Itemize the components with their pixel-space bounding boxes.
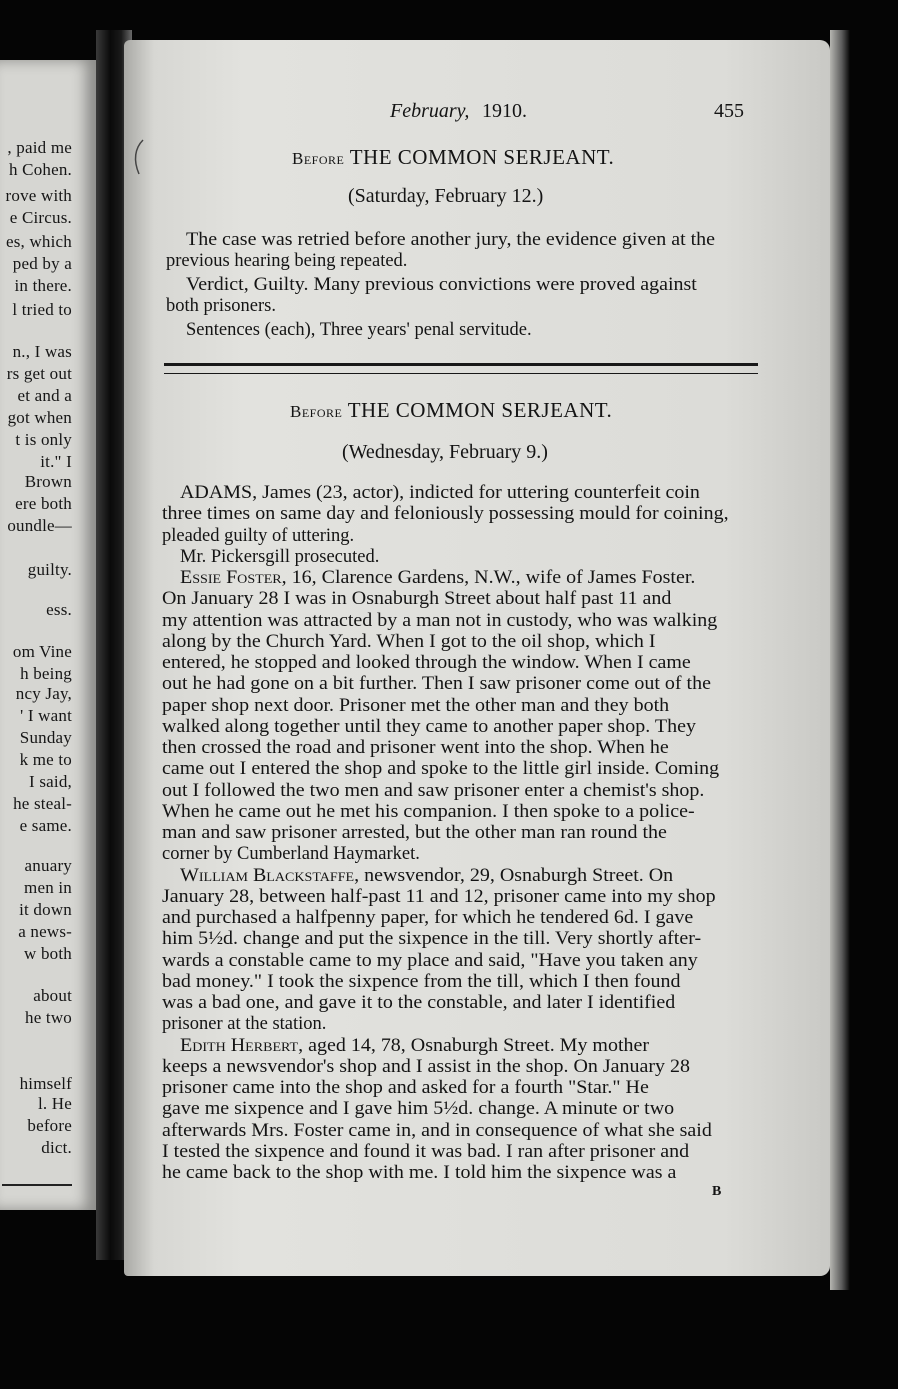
signature-mark: B (712, 1184, 722, 1199)
facing-page-line: e Circus. (9, 208, 72, 227)
facing-page (0, 60, 96, 1210)
line-text: pleaded guilty of uttering. (162, 526, 355, 546)
text-line (162, 717, 696, 738)
facing-page-line: himself (19, 1074, 72, 1093)
line-text: him 5½d. change and put the sixpence in the till. Very shortly after- (162, 929, 702, 949)
text-line (186, 275, 697, 296)
section-divider (164, 363, 758, 374)
text-line (162, 802, 695, 823)
text-line (162, 781, 704, 802)
text-line (162, 1078, 649, 1099)
facing-page-line: got when (7, 408, 72, 427)
text-line (180, 1036, 649, 1057)
line-text: I tested the sixpence and found it was bad. I ran after prisoner and (162, 1142, 690, 1162)
line-text: When he came out he met his companion. I then spoke to a police- (162, 802, 695, 822)
facing-page-line: oundle— (7, 516, 72, 535)
facing-page-line: guilty. (27, 560, 72, 579)
text-line (162, 1121, 712, 1142)
facing-page-line: h being (20, 664, 72, 683)
heading-title: THE COMMON SERJEANT. (347, 398, 613, 422)
text-line (162, 908, 693, 929)
line-text: gave me sixpence and I gave him 5½d. change. A minute or two (162, 1099, 675, 1119)
text-line (162, 632, 656, 653)
line-text: January 28, between half-past 11 and 12, prisoner came into my shop (162, 887, 716, 907)
line-text: man and saw prisoner arrested, but the other man ran round the (162, 823, 667, 843)
text-line (162, 1014, 326, 1035)
facing-page-line: om Vine (12, 642, 72, 661)
text-line (162, 674, 711, 695)
facing-page-line: h Cohen. (9, 160, 72, 179)
text-line (162, 951, 698, 972)
line-text: Sentences (each), Three years' penal servitude. (186, 320, 532, 340)
line-text: walked along together until they came to another paper shop. They (162, 717, 696, 737)
line-text: came out I entered the shop and spoke to the little girl inside. Coming (162, 759, 720, 779)
facing-page-line: t is only (15, 430, 72, 449)
text-line (162, 589, 671, 610)
facing-page-line: rove with (5, 186, 72, 205)
line-text: three times on same day and feloniously possessing mould for coining, (162, 504, 729, 524)
line-text: , newsvendor, 29, Osnaburgh Street. On (354, 866, 674, 886)
line-text: my attention was attracted by a man not in custody, who was walking (162, 611, 718, 631)
line-text: bad money." I took the sixpence from the till, which I then found (162, 972, 681, 992)
line-text: On January 28 I was in Osnaburgh Street about half past 11 and (162, 589, 672, 609)
line-text: previous hearing being repeated. (166, 251, 408, 271)
facing-page-line: Sunday (19, 728, 72, 747)
facing-page-line: it down (19, 900, 72, 919)
text-line (162, 993, 675, 1014)
line-text: Verdict, Guilty. Many previous convictions were proved against (186, 275, 697, 295)
text-line (180, 547, 379, 568)
facing-page-line: n., I was (12, 342, 72, 361)
witness-name: Essie Foster (180, 568, 282, 588)
facing-page-line: men in (24, 878, 72, 897)
text-line (186, 230, 715, 251)
line-text: out he had gone on a bit further. Then I saw prisoner come out of the (162, 674, 711, 694)
text-line (162, 1142, 689, 1163)
line-text: and purchased a halfpenny paper, for which he tendered 6d. I gave (162, 908, 694, 928)
facing-page-line: ere both (15, 494, 72, 513)
text-line (162, 1099, 674, 1120)
facing-page-line: dict. (41, 1138, 72, 1157)
text-line (162, 653, 691, 674)
facing-page-line: e same. (19, 816, 72, 835)
text-line (162, 738, 669, 759)
line-text: then crossed the road and prisoner went into the shop. When he (162, 738, 669, 758)
facing-page-line: he two (25, 1008, 72, 1027)
witness-name: William Blackstaffe (180, 866, 355, 886)
facing-page-line: w both (24, 944, 72, 963)
line-text: prisoner at the station. (162, 1014, 327, 1034)
text-line (162, 696, 669, 717)
line-text: ADAMS, James (23, actor), indicted for uttering counterfeit coin (180, 483, 700, 503)
facing-page-line: ncy Jay, (15, 684, 72, 703)
facing-page-line: before (27, 1116, 72, 1135)
section-heading-1 (292, 145, 614, 170)
facing-page-line: Brown (24, 472, 72, 491)
facing-page-line: l tried to (12, 300, 72, 319)
section-heading-2 (290, 398, 612, 423)
heading-title: THE COMMON SERJEANT. (349, 145, 615, 169)
facing-page-line: ' I want (20, 706, 72, 725)
text-line (162, 1163, 676, 1184)
line-text: , 16, Clarence Gardens, N.W., wife of James Foster. (281, 568, 696, 588)
line-text: wards a constable came to my place and said, "Have you taken any (162, 951, 698, 971)
session-date-1: (Saturday, February 12.) (348, 185, 544, 207)
facing-page-line: ped by a (12, 254, 72, 273)
text-line (180, 866, 673, 887)
text-line (162, 972, 680, 993)
witness-name: Edith Herbert (180, 1036, 299, 1056)
session-date-2: (Wednesday, February 9.) (342, 441, 548, 463)
line-text: paper shop next door. Prisoner met the other man and they both (162, 696, 670, 716)
line-text: out I followed the two men and saw prisoner enter a chemist's shop. (162, 781, 705, 801)
text-line (186, 320, 532, 341)
text-line (162, 887, 716, 908)
page-edge (830, 30, 850, 1290)
text-line (162, 1057, 690, 1078)
facing-page-line: rs get out (6, 364, 72, 383)
text-line (162, 526, 354, 547)
line-text: afterwards Mrs. Foster came in, and in consequence of what she said (162, 1121, 712, 1141)
line-text: corner by Cumberland Haymarket. (162, 844, 420, 864)
line-text: he came back to the shop with me. I told him the sixpence was a (162, 1163, 677, 1183)
text-line (166, 296, 276, 317)
line-text: Mr. Pickersgill prosecuted. (180, 547, 380, 567)
pencil-mark (129, 138, 149, 178)
facing-page-line: he steal- (13, 794, 72, 813)
facing-page-line: , paid me (7, 138, 72, 157)
facing-page-line: a news- (18, 922, 72, 941)
heading-prefix: Before (290, 402, 343, 421)
line-text: The case was retried before another jury, the evidence given at the (186, 230, 716, 250)
facing-page-line: in there. (14, 276, 72, 295)
facing-page-rule (2, 1184, 72, 1186)
running-head-year: 1910. (482, 100, 527, 122)
text-line (162, 929, 701, 950)
text-line (162, 759, 719, 780)
text-line (180, 568, 695, 589)
facing-page-line: l. He (37, 1094, 72, 1113)
heading-prefix: Before (292, 149, 345, 168)
line-text: along by the Church Yard. When I got to the oil shop, which I (162, 632, 656, 652)
text-line (162, 823, 667, 844)
facing-page-line: ess. (46, 600, 72, 619)
line-text: keeps a newsvendor's shop and I assist in the shop. On January 28 (162, 1057, 691, 1077)
text-line (166, 251, 407, 272)
text-line (180, 483, 700, 504)
text-line (162, 611, 717, 632)
line-text: , aged 14, 78, Osnaburgh Street. My mother (298, 1036, 650, 1056)
facing-page-line: it." I (40, 452, 72, 471)
line-text: prisoner came into the shop and asked for a fourth "Star." He (162, 1078, 649, 1098)
facing-page-line: et and a (17, 386, 72, 405)
line-text: was a bad one, and gave it to the constable, and later I identified (162, 993, 676, 1013)
facing-page-line: I said, (29, 772, 72, 791)
running-head-month: February, (390, 100, 470, 122)
text-line (162, 504, 729, 525)
page-number: 455 (714, 100, 744, 122)
text-line (162, 844, 420, 865)
line-text: both prisoners. (166, 296, 276, 316)
facing-page-line: k me to (19, 750, 72, 769)
line-text: entered, he stopped and looked through the window. When I came (162, 653, 691, 673)
facing-page-line: anuary (24, 856, 72, 875)
facing-page-line: about (33, 986, 72, 1005)
facing-page-line: es, which (5, 232, 72, 251)
